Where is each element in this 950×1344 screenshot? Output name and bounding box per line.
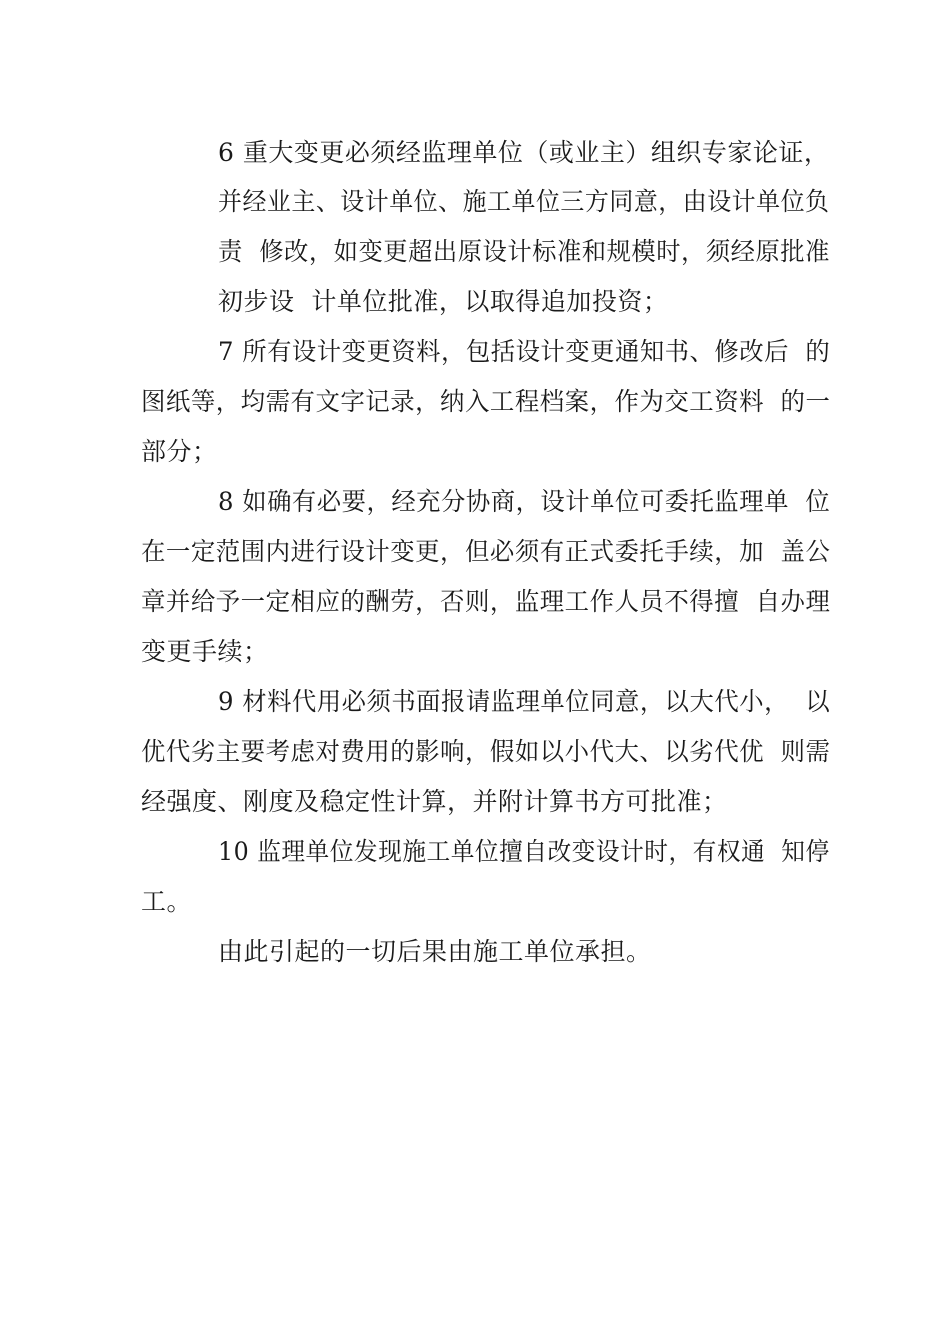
text-line: 6 重大变更必须经监理单位（或业主）组织专家论证，	[218, 138, 830, 167]
text-line: 7 所有设计变更资料，包括设计变更通知书、修改后 的	[218, 337, 831, 366]
text-line: 部分；	[141, 437, 218, 466]
text-line: 章并给予一定相应的酬劳，否则，监理工作人员不得擅 自办理	[141, 587, 831, 616]
text-line: 由此引起的一切后果由施工单位承担。	[218, 937, 652, 966]
text-line: 初步设 计单位批准，以取得追加投资；	[218, 287, 669, 316]
text-line: 10 监理单位发现施工单位擅自改变设计时，有权通 知停	[218, 837, 830, 866]
text-line: 8 如确有必要，经充分协商，设计单位可委托监理单 位	[218, 487, 831, 516]
text-line: 变更手续；	[141, 637, 269, 666]
text-line: 责 修改，如变更超出原设计标准和规模时，须经原批准	[218, 237, 830, 266]
text-line: 优代劣主要考虑对费用的影响，假如以小代大、以劣代优 则需	[141, 737, 831, 766]
text-line: 经强度、刚度及稳定性计算，并附计算书方可批准；	[141, 787, 728, 816]
text-line: 并经业主、设计单位、施工单位三方同意，由设计单位负	[218, 187, 830, 216]
text-line: 9 材料代用必须书面报请监理单位同意，以大代小， 以	[218, 687, 831, 716]
text-line: 图纸等，均需有文字记录，纳入工程档案，作为交工资料 的一	[141, 387, 831, 416]
text-line: 在一定范围内进行设计变更，但必须有正式委托手续，加 盖公	[141, 537, 831, 566]
text-line: 工。	[141, 887, 193, 916]
